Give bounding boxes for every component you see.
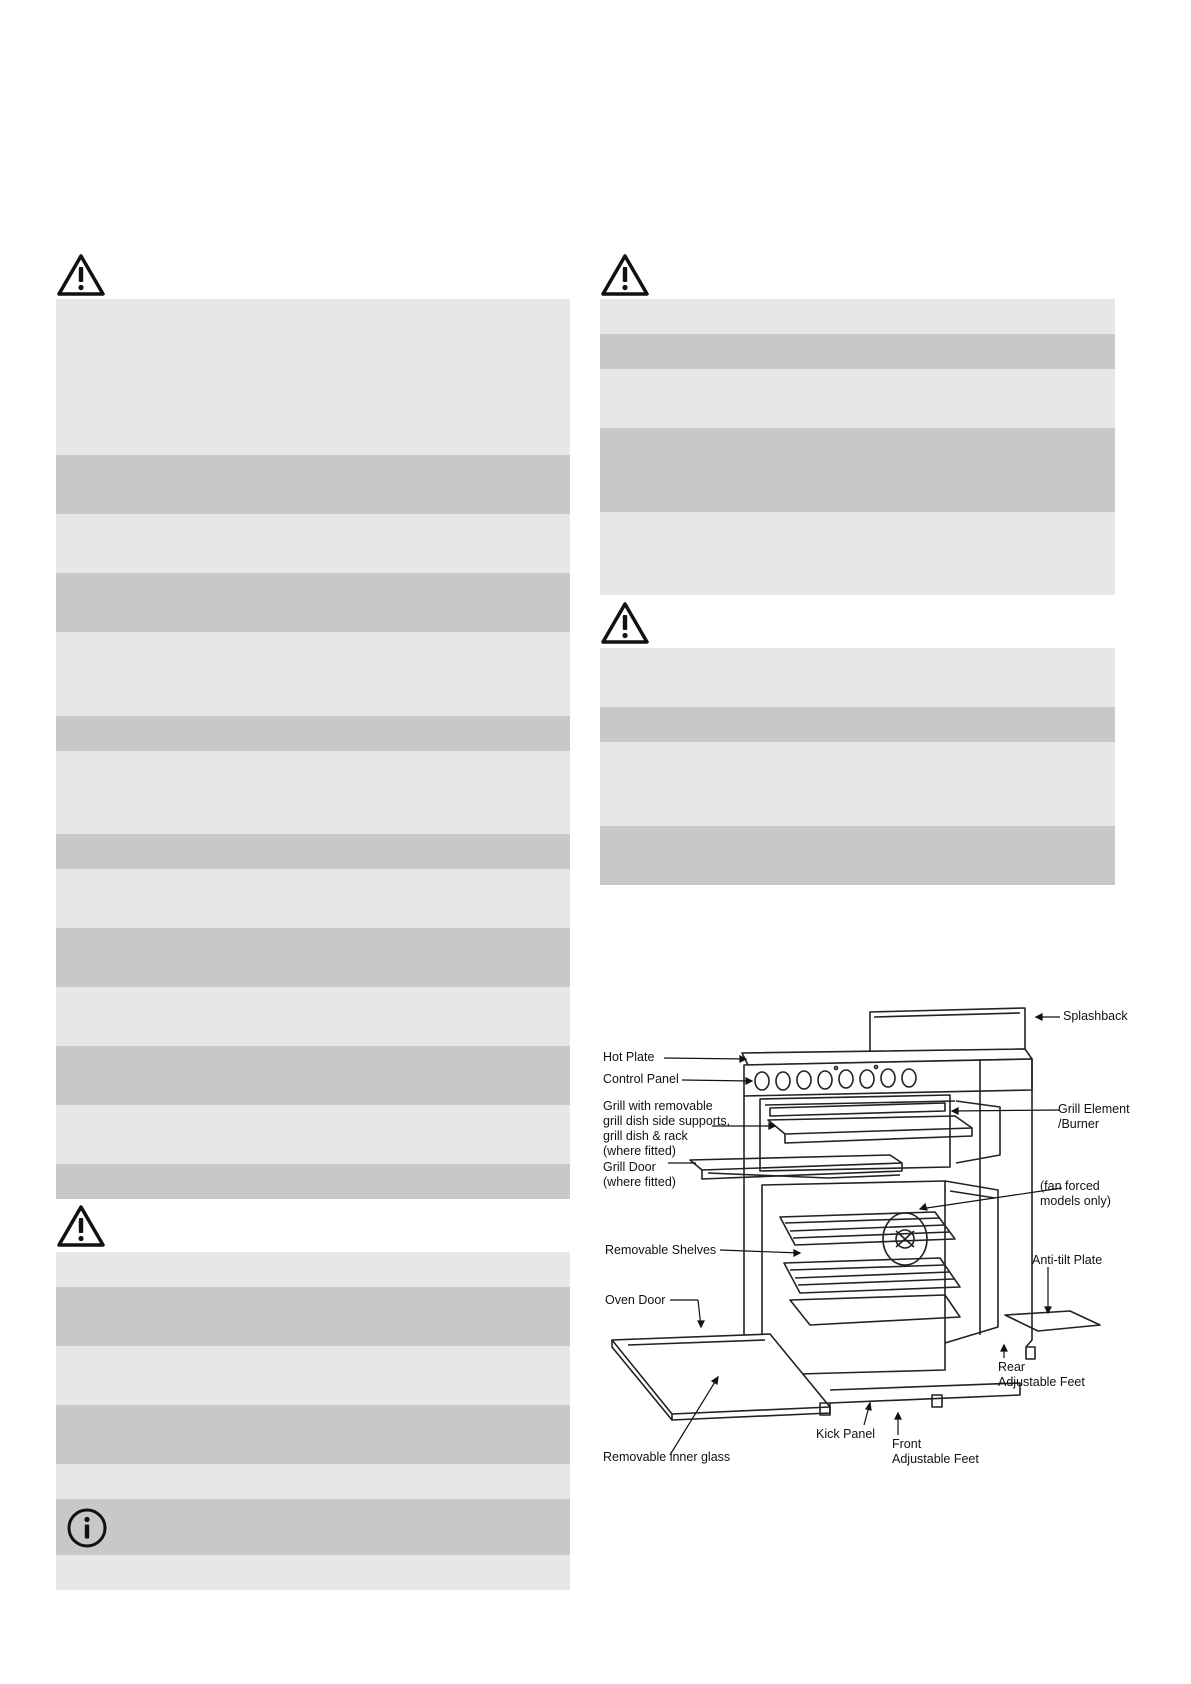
label-kick-panel: Kick Panel: [816, 1427, 876, 1441]
warning-band: [600, 334, 1115, 369]
label-splashback: Splashback: [1063, 1009, 1128, 1023]
info-band: [56, 1555, 570, 1590]
warning-band: [600, 369, 1115, 428]
warning-band: [56, 751, 570, 834]
warning-band: [56, 869, 570, 928]
info-band: [56, 1499, 570, 1555]
warning-band: [56, 1464, 570, 1499]
warning-band: [56, 1164, 570, 1199]
warning-band: [600, 742, 1115, 826]
warning-band: [56, 716, 570, 751]
label-grill: Grill with removable grill dish side supports, grill dish & rack (where fitted): [603, 1099, 731, 1158]
warning-band: [56, 928, 570, 987]
warning-icon: [56, 253, 106, 297]
label-fan: (fan forced models only): [1040, 1179, 1111, 1208]
label-removable-inner-glass: Removable inner glass: [603, 1450, 731, 1464]
warning-band: [600, 299, 1115, 334]
warning-band: [56, 514, 570, 573]
warning-icon: [600, 253, 650, 297]
warning-band: [56, 1046, 570, 1105]
warning-icon: [600, 601, 650, 645]
warning-band: [56, 1287, 570, 1346]
warning-band: [56, 1252, 570, 1287]
warning-band: [56, 1405, 570, 1464]
warning-band: [56, 632, 570, 716]
label-removable-shelves: Removable Shelves: [605, 1243, 717, 1257]
warning-band: [56, 1105, 570, 1164]
warning-band: [56, 987, 570, 1046]
label-control-panel: Control Panel: [603, 1072, 679, 1086]
warning-band: [600, 512, 1115, 595]
label-hot-plate: Hot Plate: [603, 1050, 655, 1064]
info-icon: [66, 1507, 108, 1549]
label-oven-door: Oven Door: [605, 1293, 666, 1307]
label-grill-door: Grill Door (where fitted): [603, 1160, 676, 1189]
warning-band: [56, 573, 570, 632]
warning-band: [600, 648, 1115, 707]
cooker-diagram: [600, 995, 1130, 1495]
label-anti-tilt-plate: Anti-tilt Plate: [1032, 1253, 1103, 1267]
warning-band: [600, 428, 1115, 512]
label-front-feet: Front Adjustable Feet: [892, 1437, 979, 1466]
label-grill-element: Grill Element /Burner: [1058, 1102, 1130, 1131]
warning-icon: [56, 1204, 106, 1248]
label-rear-feet: Rear Adjustable Feet: [998, 1360, 1085, 1389]
warning-band: [56, 299, 570, 455]
warning-band: [56, 834, 570, 869]
warning-band: [600, 826, 1115, 885]
warning-band: [600, 707, 1115, 742]
warning-band: [56, 1346, 570, 1405]
warning-band: [56, 455, 570, 514]
